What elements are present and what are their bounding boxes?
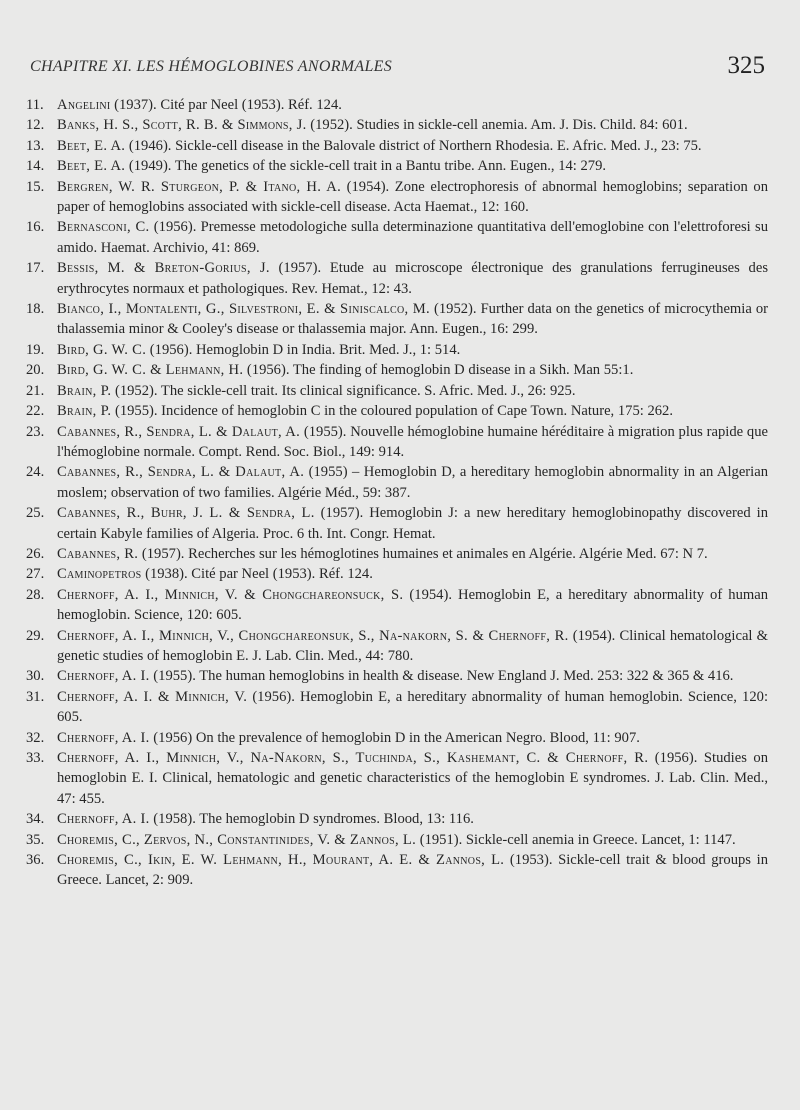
reference-number: 23. — [26, 423, 45, 440]
reference-text: (1956). Premesse metodologiche sulla determinazione quantitativa dell'emoglobine con l'elettroforesi su amido. Haemat. Archivio, 41: 869. — [57, 219, 768, 256]
reference-authors: Bernasconi, C. — [57, 219, 150, 236]
reference-item — [26, 299, 768, 340]
reference-text: (1956) On the prevalence of hemoglobin D in the American Negro. Blood, 11: 907. — [149, 729, 640, 746]
reference-number: 14. — [26, 158, 45, 175]
reference-authors: Cabannes, R., Sendra, L. & Dalaut, A. — [57, 423, 301, 440]
reference-authors: Banks, H. S., Scott, R. B. & Simmons, J. — [57, 117, 307, 134]
reference-item — [26, 830, 768, 850]
reference-text: (1955). Incidence of hemoglobin C in the coloured population of Cape Town. Nature, 175: 262. — [111, 403, 673, 420]
reference-number: 16. — [26, 219, 45, 236]
reference-authors: Chernoff, A. I. — [57, 668, 150, 685]
reference-authors: Cabannes, R., Sendra, L. & Dalaut, A. — [57, 464, 305, 481]
reference-text: (1956). Hemoglobin D in India. Brit. Med. J., 1: 514. — [146, 341, 461, 358]
reference-text: (1956). Hemoglobin E, a hereditary abnormality of human hemoglobin. Science, 120: 605. — [57, 688, 769, 726]
reference-authors: Chernoff, A. I., Minnich, V., Na-Nakorn, S., Tuchinda, S., Kashemant, C. & Chernoff, R. — [57, 750, 649, 766]
reference-authors: Chernoff, A. I. & Minnich, V. — [57, 688, 248, 705]
reference-item — [26, 564, 768, 584]
reference-item — [26, 258, 768, 299]
reference-number: 35. — [26, 831, 45, 848]
reference-item — [26, 748, 768, 809]
reference-text: (1952). Further data on the genetics of microcythemia or thalassemia minor & Cooley's disease or thalassemia major. Ann. Eugen., 16: 299. — [57, 301, 768, 338]
reference-number: 33. — [26, 750, 45, 766]
reference-number: 11. — [26, 97, 44, 113]
reference-number: 34. — [26, 811, 45, 828]
reference-number: 26. — [26, 545, 45, 562]
reference-authors: Choremis, C., Ikin, E. W. Lehmann, H., Mourant, A. E. & Zannos, L. — [57, 852, 505, 869]
reference-number: 13. — [26, 137, 45, 154]
reference-number: 17. — [26, 260, 45, 277]
reference-number: 32. — [26, 729, 45, 746]
reference-list — [26, 95, 768, 891]
reference-text: (1958). The hemoglobin D syndromes. Blood, 13: 116. — [149, 811, 474, 828]
reference-text: (1954). Clinical hematological & genetic studies of hemoglobin E. J. Lab. Clin. Med., 44: 780. — [57, 627, 768, 664]
reference-text: (1954). Zone electrophoresis of abnormal hemoglobins; separation on paper of hemoglobins associated with sickle-cell disease. Acta Haemat., 12: 160. — [57, 178, 768, 216]
reference-item — [26, 666, 768, 686]
reference-item — [26, 503, 768, 544]
reference-text: (1956). Studies on hemoglobin E. I. Clinical, hematologic and genetic characteristics of the hemoglobin E syndromes. J. Lab. Clin. Med., 47: 455. — [57, 750, 768, 807]
running-header — [30, 52, 765, 80]
reference-item — [26, 422, 768, 463]
reference-text: (1957). Recherches sur les hémoglotines humaines et animales en Algérie. Algérie Med. 67: N 7. — [138, 545, 708, 562]
reference-authors: Cabannes, R. — [57, 545, 139, 562]
reference-authors: Bird, G. W. C. — [57, 341, 147, 358]
reference-number: 19. — [26, 341, 45, 358]
reference-text: (1957). Hemoglobin J: a new hereditary hemoglobinopathy discovered in certain Kabyle families of Algeria. Proc. 6 th. Int. Congr. Hemat. — [57, 505, 768, 542]
reference-text: (1957). Etude au microscope électronique des granulations ferrugineuses des erythrocytes normaux et pathologiques. Rev. Hemat., 12: 43. — [57, 260, 769, 297]
reference-authors: Bergren, W. R. Sturgeon, P. & Itano, H. A. — [57, 178, 342, 195]
reference-text: (1953). Sickle-cell trait & blood groups in Greece. Lancet, 2: 909. — [57, 852, 768, 889]
reference-item — [26, 626, 768, 667]
reference-number: 21. — [26, 382, 45, 399]
chapter-title: CHAPITRE XI. LES HÉMOGLOBINES ANORMALES — [30, 58, 393, 75]
reference-item — [26, 217, 768, 258]
reference-authors: Angelini — [57, 97, 111, 113]
reference-authors: Chernoff, A. I. — [57, 811, 150, 828]
reference-text: (1951). Sickle-cell anemia in Greece. Lancet, 1: 1147. — [416, 831, 736, 848]
reference-item — [26, 809, 768, 829]
reference-authors: Bessis, M. & Breton-Gorius, J. — [57, 260, 270, 277]
reference-item — [26, 728, 768, 748]
reference-item — [26, 462, 768, 503]
reference-item — [26, 401, 768, 421]
reference-item — [26, 544, 768, 564]
reference-number: 36. — [26, 852, 45, 869]
reference-text: (1956). The finding of hemoglobin D disease in a Sikh. Man 55:1. — [243, 362, 634, 379]
reference-item — [26, 115, 768, 135]
reference-text: (1955). The human hemoglobins in health & disease. New England J. Med. 253: 322 & 365 & 416. — [149, 668, 734, 685]
reference-item — [26, 177, 768, 218]
reference-number: 20. — [26, 362, 45, 379]
reference-number: 15. — [26, 178, 45, 195]
reference-number: 31. — [26, 688, 45, 705]
reference-item — [26, 850, 768, 891]
reference-text: (1954). Hemoglobin E, a hereditary abnormality of human hemoglobin. Science, 120: 605. — [57, 586, 769, 624]
reference-authors: Bianco, I., Montalenti, G., Silvestroni, E. & Siniscalco, M. — [57, 301, 430, 318]
reference-number: 12. — [26, 117, 45, 134]
reference-authors: Brain, P. — [57, 403, 112, 420]
reference-number: 27. — [26, 566, 45, 583]
reference-item — [26, 687, 768, 728]
reference-text: (1952). Studies in sickle-cell anemia. Am. J. Dis. Child. 84: 601. — [306, 117, 688, 134]
reference-item — [26, 136, 768, 156]
reference-authors: Chernoff, A. I., Minnich, V. & Chongchareonsuck, S. — [57, 586, 404, 603]
reference-text: (1949). The genetics of the sickle-cell trait in a Bantu tribe. Ann. Eugen., 14: 279. — [125, 158, 607, 175]
reference-authors: Beet, E. A. — [57, 137, 126, 154]
reference-authors: Chernoff, A. I., Minnich, V., Chongchareonsuk, S., Na-nakorn, S. & Chernoff, R. — [57, 627, 569, 644]
reference-authors: Brain, P. — [57, 382, 112, 399]
reference-item — [26, 340, 768, 360]
reference-number: 22. — [26, 403, 45, 420]
reference-text: (1946). Sickle-cell disease in the Balovale district of Northern Rhodesia. E. Afric. Med. J., 23: 75. — [125, 137, 702, 154]
reference-authors: Beet, E. A. — [57, 158, 126, 175]
reference-number: 29. — [26, 627, 45, 644]
reference-authors: Chernoff, A. I. — [57, 729, 150, 746]
reference-number: 24. — [26, 464, 45, 481]
reference-text: (1937). Cité par Neel (1953). Réf. 124. — [110, 97, 342, 113]
page-number: 325 — [727, 52, 765, 79]
reference-authors: Choremis, C., Zervos, N., Constantinides, V. & Zannos, L. — [57, 831, 417, 848]
reference-authors: Bird, G. W. C. & Lehmann, H. — [57, 362, 244, 379]
reference-number: 28. — [26, 586, 45, 603]
reference-text: (1952). The sickle-cell trait. Its clinical significance. S. Afric. Med. J., 26: 925. — [111, 382, 576, 399]
reference-text: (1938). Cité par Neel (1953). Réf. 124. — [141, 566, 373, 583]
reference-item — [26, 585, 768, 626]
reference-number: 25. — [26, 505, 45, 522]
reference-number: 30. — [26, 668, 45, 685]
reference-item — [26, 95, 768, 115]
reference-item — [26, 360, 768, 380]
reference-number: 18. — [26, 301, 45, 318]
reference-text: (1955). Nouvelle hémoglobine humaine héréditaire à migration plus rapide que l'hémoglobine normale. Compt. Rend. Soc. Biol., 149: 914. — [57, 423, 768, 460]
reference-text: (1955) – Hemoglobin D, a hereditary hemoglobin abnormality in an Algerian moslem; observation of two families. Algérie Méd., 59: 387. — [57, 464, 768, 501]
reference-item — [26, 381, 768, 401]
reference-authors: Cabannes, R., Buhr, J. L. & Sendra, L. — [57, 505, 315, 522]
reference-item — [26, 156, 768, 176]
reference-authors: Caminopetros — [57, 566, 142, 583]
